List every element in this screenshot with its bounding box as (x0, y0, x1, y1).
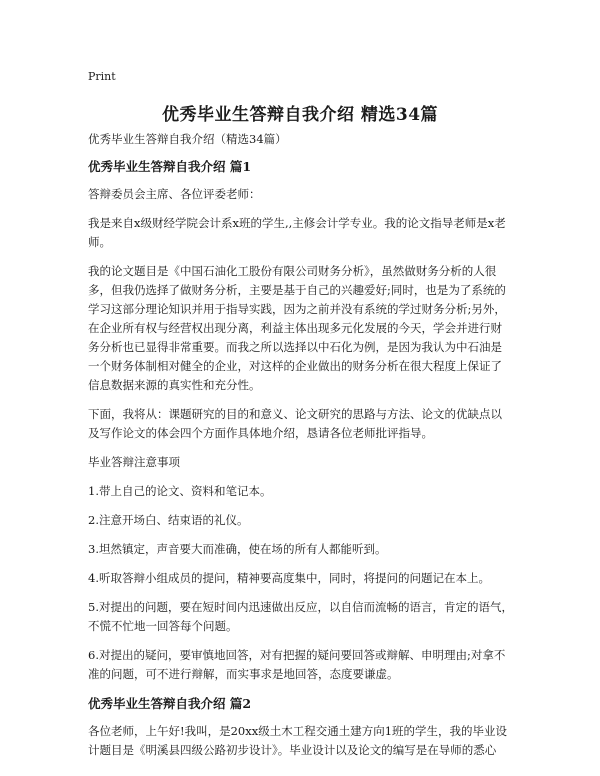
outline-paragraph: 下面，我将从：课题研究的目的和意义、论文研究的思路与方法、论文的优缺点以及写作论文的体会四个方面作具体地介绍，恳请各位老师批评指导。 (88, 407, 502, 440)
note-item: 1.带上自己的论文、资料和笔记本。 (88, 484, 272, 498)
note-item: 4.听取答辩小组成员的提问，精神要高度集中，同时，将提问的问题记在本上。 (88, 571, 490, 585)
print-label: Print (88, 70, 116, 83)
note-item: 5.对提出的问题，要在短时间内迅速做出反应，以自信而流畅的语言，肯定的语气，不慌不忙地一回答每个问题。 (88, 600, 513, 633)
page-title: 优秀毕业生答辩自我介绍 精选34篇 (161, 105, 439, 125)
note-item: 3.坦然镇定，声音要大而准确，使在场的所有人都能听到。 (88, 542, 387, 556)
section-heading: 优秀毕业生答辩自我介绍 篇2 (88, 696, 252, 711)
section-heading: 优秀毕业生答辩自我介绍 篇1 (88, 159, 252, 174)
intro-paragraph: 我是来自x级财经学院会计系x班的学生,,主修会计学专业。我的论文指导老师是x老师。 (88, 216, 506, 249)
topic-paragraph: 我的论文题目是《中国石油化工股份有限公司财务分析》，虽然做财务分析的人很多，但我仍选择了做财务分析，主要是基于自己的兴趣爱好;同时，也是为了系统的学习这部分理论知识并用于指导实践，因为之前并没有系统的学过财务分析;另外，在企业所有权与经营权出现分离，利益主体出现多元化发展的今天，学会并进行财务分析也已显得非常重要。而我之所以选择以中石化为例，是因为我认为中石油是一个财务体制相对健全的企业，对这样的企业做出的财务分析在很大程度上保证了信息数据来源的真实性和充分性。 (88, 264, 506, 392)
note-item: 6.对提出的疑问，要审慎地回答，对有把握的疑问要回答或辩解、申明理由;对拿不准的问题，可不进行辩解，而实事求是地回答，态度要谦虚。 (88, 648, 506, 681)
note-item: 2.注意开场白、结束语的礼仪。 (88, 513, 249, 527)
document-body (88, 130, 513, 770)
greeting-paragraph: 答辩委员会主席、各位评委老师： (88, 187, 261, 201)
document-subtitle: 优秀毕业生答辩自我介绍（精选34篇） (88, 132, 287, 146)
notes-title: 毕业答辩注意事项 (88, 455, 180, 469)
section2-intro-paragraph: 各位老师，上午好!我叫，是20xx级土木工程交通土建方向1班的学生，我的毕业设计题目是《明溪县四级公路初步设计》。毕业设计以及论文的编写是在导师的悉心 (88, 724, 508, 757)
